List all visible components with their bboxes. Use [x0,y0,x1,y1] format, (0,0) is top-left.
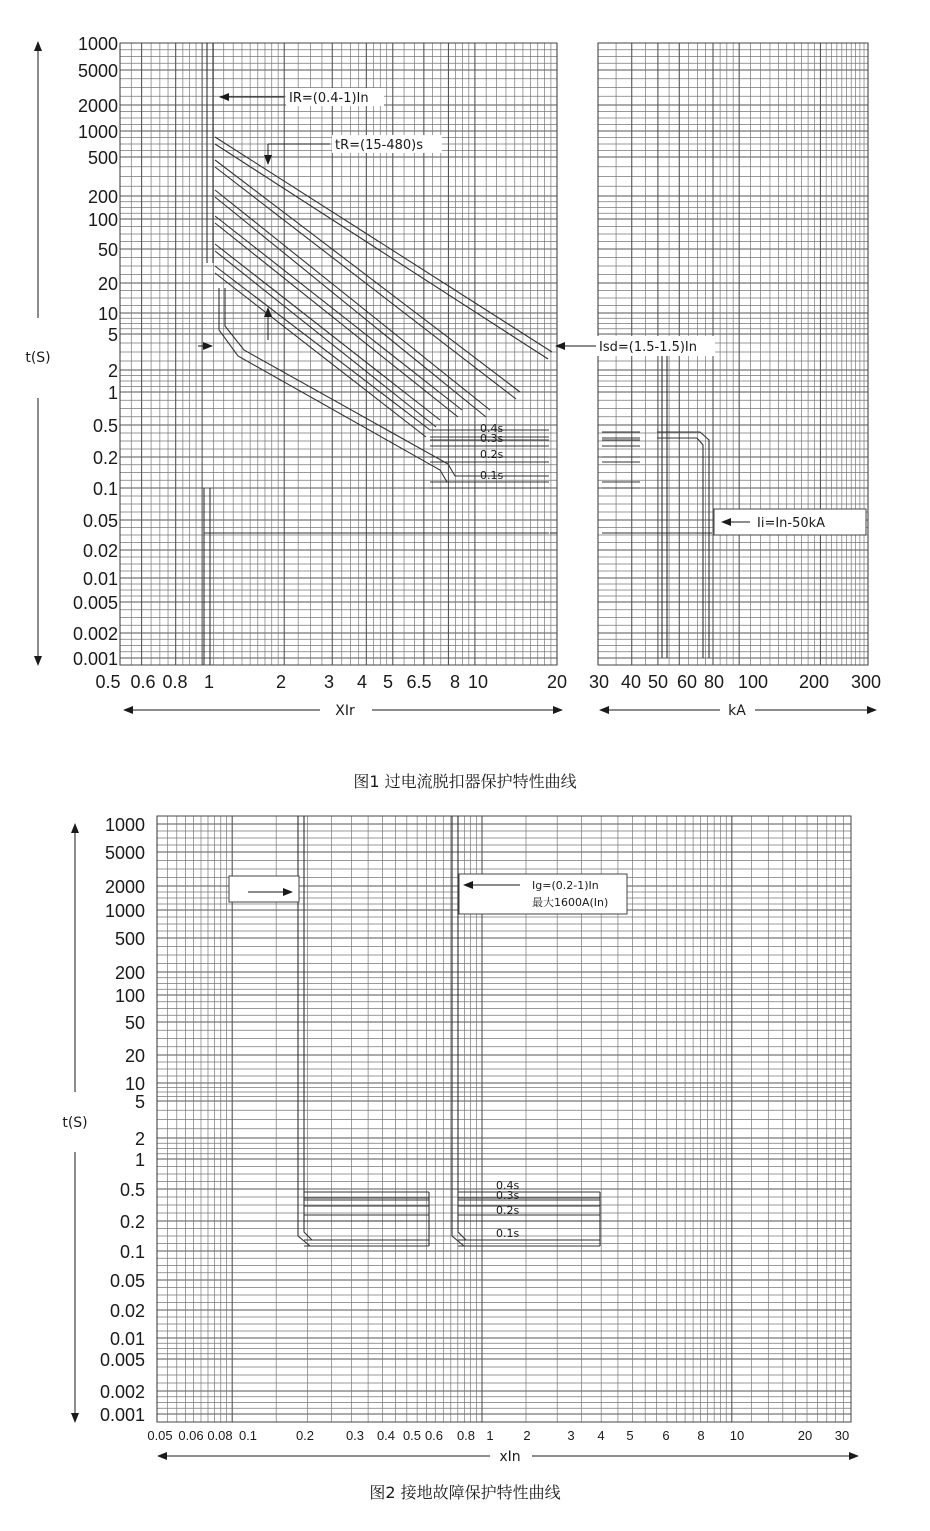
chart1-xtick-label: 10 [467,672,489,692]
ground-fault-curve-inner [304,816,429,1240]
chart2-ytick-label: 5000 [104,843,145,863]
chart1-xtick-label: 3 [323,672,335,692]
annotation-ig [459,874,627,914]
band-label-0.2s: 0.2s [480,448,504,461]
chart1-axis-labels [73,34,881,692]
chart1-ytick-label: 20 [97,274,118,294]
chart1-ytick-label: 5000 [77,61,118,81]
chart2-ytick-label: 100 [114,986,145,1006]
chart1-ytick-label: 1000 [77,122,118,142]
band2-label-0.2s: 0.2s [496,1204,520,1217]
chart1-kA-tick-label: 80 [703,672,725,692]
chart2-xtick-label: 0.1 [238,1428,258,1443]
chart1-kA-tick-label: 60 [676,672,698,692]
chart2-xtick-label: 30 [834,1428,850,1443]
annotation-tr-text: tR=(15-480)s [335,138,423,153]
long-time-curve [215,160,520,392]
chart1-ytick-label: 200 [87,187,118,207]
chart1-ytick-label: 50 [97,240,118,260]
chart1-kA-tick-label: 50 [647,672,669,692]
annotation-ig-line2: 最大1600A(In) [532,896,609,909]
annotation-ii [714,509,866,535]
chart2-xtick-label: 3 [567,1428,575,1443]
chart2-ytick-label: 1000 [104,901,145,921]
chart2-xtick-label: 0.06 [178,1428,204,1443]
chart1-ytick-label: 0.5 [92,416,118,436]
chart1-ytick-label: 0.002 [72,624,118,644]
band2-label-0.1s: 0.1s [496,1227,520,1240]
chart1-xtick-label: 20 [546,672,568,692]
chart2-ytick-label: 0.01 [109,1329,145,1349]
band-label-0.1s: 0.1s [480,469,504,482]
chart1-xtick-label: 2 [275,672,287,692]
annotation-ii-text: Ii=In-50kA [757,516,826,531]
chart2-ytick-label: 1 [134,1150,145,1170]
chart1-xtick-label: 5 [382,672,394,692]
chart2-xtick-label: 6 [662,1428,670,1443]
chart1-xtick-label: 4 [356,672,368,692]
chart2-y-label: t(S) [62,1115,88,1131]
chart2-xtick-label: 0.6 [424,1428,444,1443]
annotation-tr [268,135,442,164]
band-label-0.4s: 0.4s [480,422,504,435]
chart2-ytick-label: 2 [134,1129,145,1149]
long-time-curve [215,244,440,420]
chart1-xtick-label: 8 [449,672,461,692]
chart1-ytick-label: 0.1 [92,479,118,499]
chart2-xtick-label: 0.4 [376,1428,396,1443]
chart2-ytick-label: 1000 [104,815,145,835]
chart2-ytick-label: 0.2 [119,1212,145,1232]
chart1-ytick-label: 1 [107,383,118,403]
chart2-xtick-label: 1 [486,1428,494,1443]
chart1-kA-tick-label: 40 [620,672,642,692]
chart1-xtick-label: 0.8 [162,672,188,692]
chart2-xtick-label: 2 [523,1428,531,1443]
long-time-curve [215,137,552,352]
chart2-ytick-label: 500 [114,929,145,949]
chart1-ytick-label: 0.02 [82,541,118,561]
chart2-xtick-label: 10 [729,1428,745,1443]
band2-label-0.4s: 0.4s [496,1179,520,1192]
chart2-ytick-label: 20 [124,1046,145,1066]
chart2-xtick-label: 20 [797,1428,813,1443]
chart2-xtick-label: 5 [626,1428,634,1443]
chart2-x-label: xIn [499,1449,521,1465]
annotation-ir-text: IR=(0.4-1)In [289,91,369,106]
chart2-ytick-label: 0.1 [119,1242,145,1262]
chart2-xtick-label: 0.5 [402,1428,422,1443]
chart1-grid [120,43,868,665]
long-time-curve-edge [215,273,426,437]
chart1-kA-tick-label: 200 [798,672,830,692]
chart1-kA-tick-label: 30 [588,672,610,692]
chart2-xtick-label: 0.05 [147,1428,173,1443]
annotation-isd-text: Isd=(1.5-1.5)In [599,340,698,355]
chart1-xtick-label: 0.6 [130,672,156,692]
chart2-ytick-label: 0.005 [99,1350,145,1370]
chart1-xtick-label: 0.5 [95,672,121,692]
chart1-ytick-label: 0.005 [72,593,118,613]
chart1-ytick-label: 2000 [77,96,118,116]
chart1-caption: 图1 过电流脱扣器保护特性曲线 [353,772,577,791]
band-label-0.3s: 0.3s [480,432,504,445]
chart2-ytick-label: 0.002 [99,1382,145,1402]
chart1-band-labels [480,422,503,482]
chart2-xtick-label: 0.8 [456,1428,476,1443]
chart1-ytick-label: 0.2 [92,448,118,468]
chart1-ytick-label: 5 [107,325,118,345]
chart2-xtick-label: 0.2 [295,1428,315,1443]
chart1-ytick-label: 10 [97,304,118,324]
chart1-ytick-label: 100 [87,210,118,230]
chart1-kA-label: kA [728,703,746,719]
chart1-ytick-label: 0.05 [82,511,118,531]
chart1-x-label: XIr [335,703,355,719]
chart1-ytick-label: 2 [107,361,118,381]
chart2-xtick-label: 0.3 [345,1428,365,1443]
chart1-y-label: t(S) [25,350,51,366]
chart2-ytick-label: 50 [124,1013,145,1033]
chart1-ytick-label: 500 [87,148,118,168]
chart1-ytick-label: 0.01 [82,569,118,589]
chart1-kA-tick-label: 100 [737,672,769,692]
annotation-isd [556,336,715,356]
chart2-ytick-label: 2000 [104,877,145,897]
band2-label-0.3s: 0.3s [496,1189,520,1202]
annotation-ig-line1: Ig=(0.2-1)In [532,879,599,892]
chart2-left-arrow-box [229,876,299,902]
chart2-caption: 图2 接地故障保护特性曲线 [369,1483,561,1502]
chart1-kA-tick-label: 300 [850,672,882,692]
chart2-ytick-label: 0.5 [119,1180,145,1200]
chart2-ytick-label: 10 [124,1074,145,1094]
ii-curve-outer [657,432,709,658]
chart2-ytick-label: 0.001 [99,1405,145,1425]
chart2-xtick-label: 8 [697,1428,705,1443]
chart2-ytick-label: 200 [114,963,145,983]
chart2-ytick-label: 0.02 [109,1301,145,1321]
chart2-xtick-label: 4 [597,1428,605,1443]
chart2-ytick-label: 5 [134,1092,145,1112]
chart2-xtick-label: 0.08 [207,1428,233,1443]
chart1-ytick-label: 1000 [77,34,118,54]
annotation-ir [220,88,384,106]
chart2-band-labels [496,1179,519,1240]
chart1-xtick-label: 1 [203,672,215,692]
chart1-ytick-label: 0.001 [72,649,118,669]
chart2-ytick-label: 0.05 [109,1271,145,1291]
chart1-xtick-label: 6.5 [406,672,432,692]
